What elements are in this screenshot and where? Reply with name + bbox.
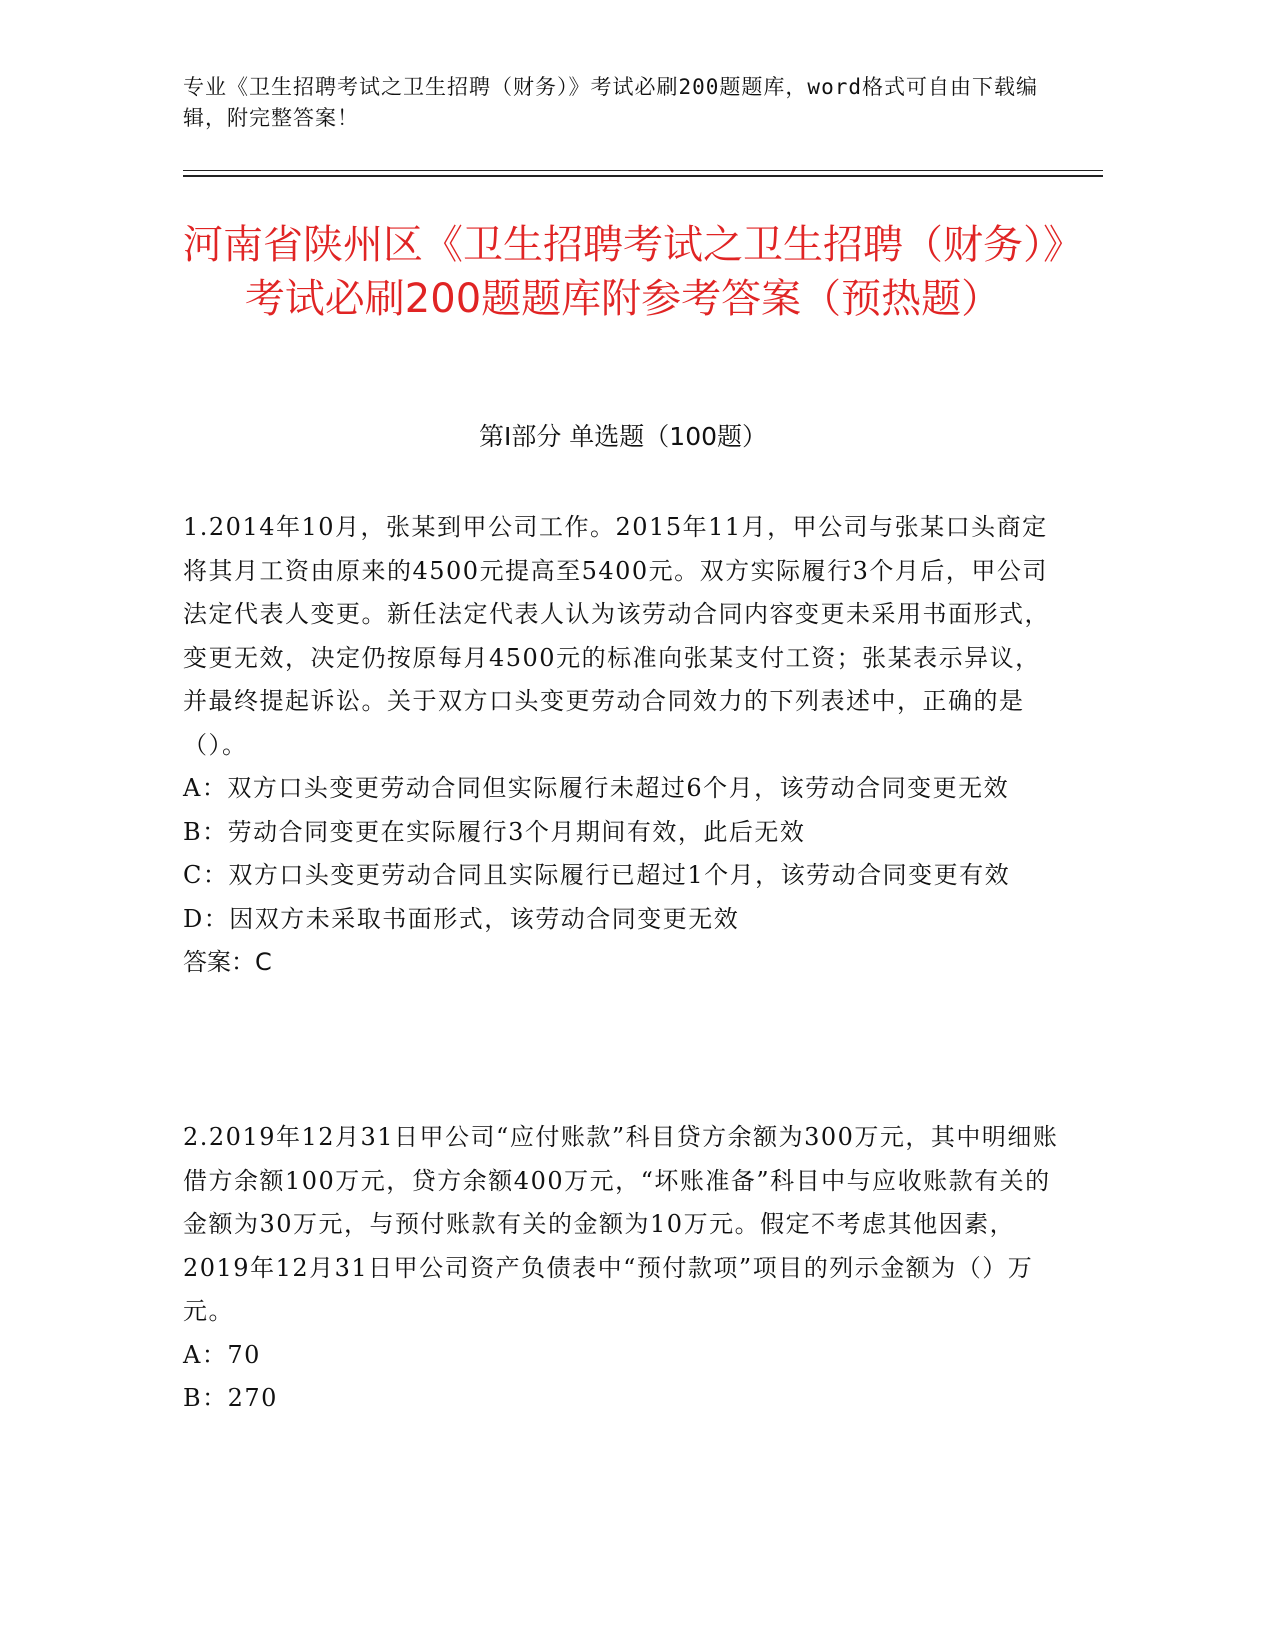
option-a: A：70 (183, 1340, 261, 1369)
question-stem: 1.2014年10月，张某到甲公司工作。2015年11月，甲公司与张某口头商定将其月工资由原来的4500元提高至5400元。双方实际履行3个月后，甲公司法定代表人变更。新任法定代表人认为该劳动合同内容变更未采用书面形式，变更无效，决定仍按原每月4500元的标准向张某支付工资；张某表示异议，并最终提起诉讼。关于双方口头变更劳动合同效力的下列表述中，正确的是（）。 (183, 513, 1050, 759)
document-title: 河南省陕州区《卫生招聘考试之卫生招聘（财务）》考试必刷200题题库附参考答案（预热题） (183, 222, 1063, 322)
header-note: 专业《卫生招聘考试之卫生招聘（财务）》考试必刷200题题库，word格式可自由下载编辑，附完整答案！ (183, 75, 1038, 130)
option-a: A：双方口头变更劳动合同但实际履行未超过6个月，该劳动合同变更无效 (183, 774, 1010, 802)
option-b: B：劳动合同变更在实际履行3个月期间有效，此后无效 (183, 817, 806, 846)
header-divider-thin (183, 170, 1103, 171)
answer-line: 答案：C (183, 948, 272, 976)
question-2 (183, 1116, 1063, 1421)
header-divider-thick (183, 175, 1103, 177)
section-title: 第Ⅰ部分 单选题（100题） (478, 422, 768, 451)
question-stem: 2.2019年12月31日甲公司“应付账款”科目贷方余额为300万元，其中明细账借方余额100万元，贷方余额400万元，“坏账准备”科目中与应收账款有关的金额为30万元，与预付账款有关的金额为10万元。假定不考虑其他因素，2019年12月31日甲公司资产负债表中“预付款项”项目的列示金额为（）万元。 (183, 1123, 1059, 1325)
option-b: B：270 (183, 1384, 278, 1412)
option-c: C：双方口头变更劳动合同且实际履行已超过1个月，该劳动合同变更有效 (183, 861, 1011, 889)
question-1 (183, 506, 1063, 985)
option-d: D：因双方未采取书面形式，该劳动合同变更无效 (183, 904, 740, 933)
